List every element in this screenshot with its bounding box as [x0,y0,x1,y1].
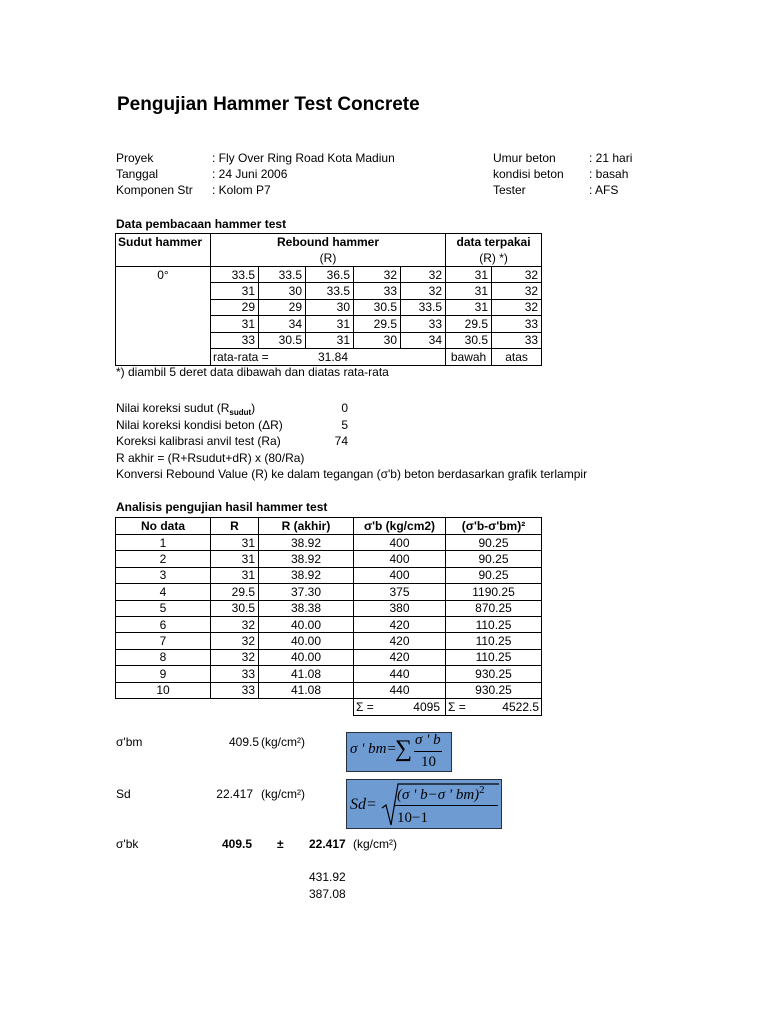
squared-deviation-cell: 110.25 [446,616,542,632]
info-label-project: Proyek [116,151,154,165]
analysis-row [116,535,542,551]
sum-stress-group [356,700,440,714]
header-data-terpakai [446,234,542,267]
info-value-concrete-age: : 21 hari [589,151,633,165]
rebound-cell: 33 [211,682,259,698]
header-used-unit: (R) *) [479,251,508,265]
rebound-reading-cell: 32 [354,267,401,283]
squared-deviation-cell: 110.25 [446,633,542,649]
no-data-cell: 4 [116,584,211,600]
sum-stress-value: 4095 [413,699,440,714]
header-rebound-hammer [211,234,446,267]
squared-deviation-cell: 90.25 [446,551,542,567]
characteristic-deviation-value: 22.417 [309,837,346,851]
info-value-component: : Kolom P7 [212,183,271,197]
final-rebound-cell: 40.00 [259,633,354,649]
characteristic-lower-value: 387.08 [309,887,346,901]
rebound-reading-cell: 33.5 [211,267,259,283]
hammer-readings-table [115,233,542,366]
rebound-reading-cell: 33.5 [401,299,446,315]
stress-cell: 420 [354,616,446,632]
average-cell [211,348,446,365]
final-rebound-cell: 37.30 [259,584,354,600]
rebound-reading-cell: 30.5 [354,299,401,315]
stress-cell: 380 [354,600,446,616]
std-dev-unit: (kg/cm²) [261,787,305,801]
correction-condition-label: Nilai koreksi kondisi beton (ΔR) [116,418,283,432]
info-value-tester: : AFS [589,183,619,197]
rebound-cell: 32 [211,633,259,649]
header-sudut-hammer: Sudut hammer [116,234,211,267]
sum-squared-deviation-label: Σ = [448,699,466,714]
used-reading-cell: 29.5 [446,316,492,332]
rebound-cell: 31 [211,535,259,551]
sum-squared-deviation-cell [446,698,542,715]
sum-stress-cell [354,698,446,715]
analysis-body [116,518,542,716]
header-rebound-title: Rebound hammer [277,235,380,249]
mean-stress-unit: (kg/cm²) [261,735,305,749]
header-r-final: R (akhir) [259,518,354,535]
analysis-row [116,567,542,583]
final-rebound-cell: 41.08 [259,666,354,682]
stress-cell: 440 [354,666,446,682]
stress-cell: 400 [354,535,446,551]
no-data-cell: 7 [116,633,211,649]
used-reading-cell: 32 [492,283,542,299]
stress-cell: 440 [354,682,446,698]
rebound-cell: 29.5 [211,584,259,600]
rebound-reading-cell: 33.5 [306,283,354,299]
mean-stress-value: 409.5 [228,735,259,749]
stress-cell: 400 [354,551,446,567]
no-data-cell: 6 [116,616,211,632]
no-data-cell: 2 [116,551,211,567]
characteristic-stress-label: σ'bk [116,837,139,851]
analysis-table [115,517,542,716]
mean-stress-label: σ'bm [116,735,143,749]
analysis-row [116,649,542,665]
correction-anvil-value: 74 [334,434,348,448]
rebound-reading-cell: 30 [306,299,354,315]
average-label: rata-rata = [213,349,269,364]
rebound-cell: 30.5 [211,600,259,616]
std-dev-value: 22.417 [216,787,253,801]
used-reading-cell: 31 [446,299,492,315]
correction-angle-value: 0 [341,401,348,415]
std-dev-formula-denominator: 10−1 [397,810,428,826]
mean-formula-box [346,732,452,772]
correction-condition-value: 5 [341,418,348,432]
reading-row [116,267,542,283]
correction-angle-label-text: Nilai koreksi sudut (R [116,401,230,415]
readings-heading: Data pembacaan hammer test [116,217,287,231]
info-label-date: Tanggal [116,167,159,181]
header-rebound-unit: (R) [319,251,337,265]
squared-deviation-cell: 90.25 [446,535,542,551]
std-dev-numerator-text: (σ ' b−σ ' bm) [397,787,480,803]
rebound-reading-cell: 33 [401,316,446,332]
rebound-reading-cell: 31 [211,283,259,299]
squared-deviation-cell: 930.25 [446,666,542,682]
correction-anvil-label: Koreksi kalibrasi anvil test (Ra) [116,434,281,448]
readings-body [116,234,542,366]
squared-deviation-cell: 930.25 [446,682,542,698]
upper-label-cell: atas [492,348,542,365]
rebound-reading-cell: 31 [306,332,354,348]
correction-angle-label-end: ) [251,401,256,415]
rebound-reading-cell: 29 [211,299,259,315]
page-title: Pengujian Hammer Test Concrete [117,94,420,115]
info-label-concrete-age: Umur beton [493,151,556,165]
characteristic-stress-value: 409.5 [222,837,253,851]
characteristic-upper-value: 431.92 [309,870,346,884]
stress-cell: 375 [354,584,446,600]
readings-header-row [116,234,542,267]
final-rebound-cell: 38.92 [259,567,354,583]
rebound-reading-cell: 30.5 [259,332,306,348]
no-data-cell: 1 [116,535,211,551]
analysis-heading: Analisis pengujian hasil hammer test [116,500,328,514]
rebound-reading-cell: 32 [401,267,446,283]
rebound-cell: 32 [211,649,259,665]
rebound-reading-cell: 33 [211,332,259,348]
header-no-data: No data [116,518,211,535]
sum-squared-deviation-group [448,700,539,714]
squared-deviation-cell: 90.25 [446,567,542,583]
readings-footnote: *) diambil 5 deret data dibawah dan diatas rata-rata [116,365,389,379]
no-data-cell: 3 [116,567,211,583]
plus-minus-sign: ± [277,837,284,851]
used-reading-cell: 33 [492,332,542,348]
mean-formula-fraction-bar [414,751,442,752]
average-value: 31.84 [317,349,348,364]
no-data-cell: 5 [116,600,211,616]
squared-deviation-cell: 1190.25 [446,584,542,600]
std-dev-formula-lhs: Sd= [350,796,377,813]
stress-cell: 420 [354,649,446,665]
analysis-header-row [116,518,542,535]
sum-row [116,698,542,715]
final-rebound-cell: 40.00 [259,649,354,665]
rebound-reading-cell: 32 [401,283,446,299]
rebound-reading-cell: 34 [259,316,306,332]
rebound-reading-cell: 31 [306,316,354,332]
lower-label-cell: bawah [446,348,492,365]
stress-cell: 420 [354,633,446,649]
rebound-reading-cell: 29.5 [354,316,401,332]
no-data-cell: 9 [116,666,211,682]
no-data-cell: 10 [116,682,211,698]
mean-formula-denominator: 10 [421,754,436,770]
correction-angle-subscript: sudut [229,408,252,417]
rebound-cell: 31 [211,551,259,567]
rebound-reading-cell: 30 [259,283,306,299]
stress-cell: 400 [354,567,446,583]
sum-squared-deviation-value: 4522.5 [502,699,539,714]
std-dev-formula-box [346,779,502,829]
used-reading-cell: 32 [492,267,542,283]
info-label-concrete-condition: kondisi beton [493,167,564,181]
final-rebound-cell: 40.00 [259,616,354,632]
rebound-cell: 32 [211,616,259,632]
final-rebound-cell: 38.92 [259,535,354,551]
used-reading-cell: 31 [446,283,492,299]
info-value-date: : 24 Juni 2006 [212,167,288,181]
final-rebound-cell: 38.92 [259,551,354,567]
correction-angle-label [116,400,255,416]
analysis-row [116,600,542,616]
std-dev-formula-fraction-bar [395,805,498,806]
rebound-reading-cell: 36.5 [306,267,354,283]
characteristic-stress-unit: (kg/cm²) [353,837,397,851]
rebound-reading-cell: 31 [211,316,259,332]
final-rebound-cell: 38.38 [259,600,354,616]
info-label-tester: Tester [493,183,526,197]
final-rebound-cell: 41.08 [259,682,354,698]
analysis-row [116,666,542,682]
rebound-reading-cell: 30 [354,332,401,348]
used-reading-cell: 30.5 [446,332,492,348]
used-reading-cell: 32 [492,299,542,315]
average-group [213,350,348,364]
info-value-project: : Fly Over Ring Road Kota Madiun [212,151,395,165]
rebound-reading-cell: 33.5 [259,267,306,283]
used-reading-cell: 31 [446,267,492,283]
rebound-reading-cell: 29 [259,299,306,315]
used-reading-cell: 33 [492,316,542,332]
std-dev-label: Sd [116,787,131,801]
info-value-concrete-condition: : basah [589,167,629,181]
hammer-angle-cell: 0° [116,267,211,366]
info-label-component: Komponen Str [116,183,193,197]
squared-deviation-cell: 870.25 [446,600,542,616]
sum-row-spacer [116,698,354,715]
header-r: R [211,518,259,535]
final-rebound-formula: R akhir = (R+Rsudut+dR) x (80/Ra) [116,451,305,465]
std-dev-exponent: 2 [479,784,485,796]
no-data-cell: 8 [116,649,211,665]
analysis-row [116,616,542,632]
summation-symbol: ∑ [395,736,413,762]
sum-stress-label: Σ = [356,699,374,714]
mean-formula-lhs: σ ' bm= [350,741,397,757]
header-squared-deviation: (σ'b-σ'bm)² [446,518,542,535]
std-dev-formula-numerator [397,786,485,804]
analysis-row [116,633,542,649]
header-used-title: data terpakai [456,235,531,249]
conversion-note: Konversi Rebound Value (R) ke dalam tegangan (σ'b) beton berdasarkan grafik terlampir [116,467,588,481]
rebound-cell: 33 [211,666,259,682]
analysis-row [116,682,542,698]
rebound-reading-cell: 33 [354,283,401,299]
squared-deviation-cell: 110.25 [446,649,542,665]
rebound-cell: 31 [211,567,259,583]
mean-formula-numerator: σ ' b [415,732,441,748]
header-stress: σ'b (kg/cm2) [354,518,446,535]
analysis-row [116,584,542,600]
rebound-reading-cell: 34 [401,332,446,348]
analysis-row [116,551,542,567]
